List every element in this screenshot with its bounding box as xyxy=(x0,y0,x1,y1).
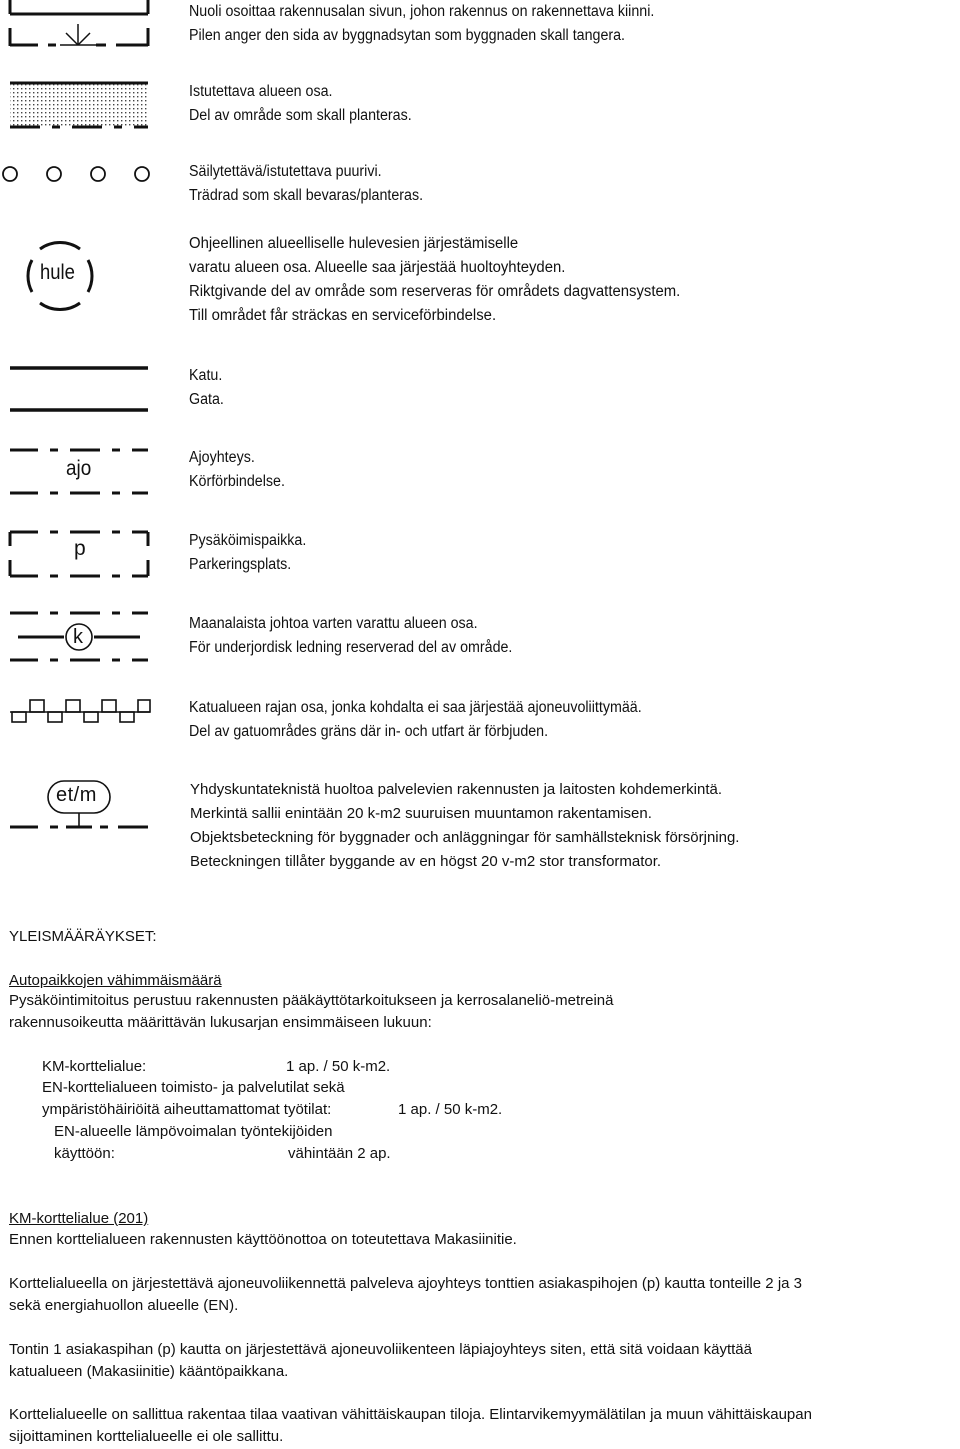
utility-symbol-label: et/m xyxy=(56,784,97,806)
km-title: KM-korttelialue (201) xyxy=(9,1210,149,1227)
parking-row-5-label: käyttöön: xyxy=(54,1145,115,1162)
build-direction-symbol xyxy=(0,0,160,60)
no-access-symbol xyxy=(0,690,160,730)
stormwater-symbol-label: hule xyxy=(40,261,75,284)
parking-row-5-value: vähintään 2 ap. xyxy=(288,1145,391,1162)
driveway-desc: Ajoyhteys. Körförbindelse. xyxy=(189,449,285,490)
km-p3-2: katualueen (Makasiinitie) kääntöpaikkana. xyxy=(9,1363,289,1380)
km-p4-2: sijoittaminen korttelialueelle ei ole sallittu. xyxy=(9,1428,284,1445)
tree-row-symbol xyxy=(0,160,160,190)
parking-row-3-value: 1 ap. / 50 k-m2. xyxy=(398,1101,503,1118)
underground-line-desc: Maanalaista johtoa varten varattu alueen osa. För underjordisk ledning reserverad del av område. xyxy=(189,615,513,656)
km-p1: Ennen korttelialueen rakennusten käyttöönottoa on toteutettava Makasiinitie. xyxy=(9,1231,517,1248)
parking-row-2-label: EN-korttelialueen toimisto- ja palvelutilat sekä xyxy=(42,1079,345,1096)
street-symbol xyxy=(0,360,160,420)
driveway-symbol-label: ajo xyxy=(66,457,92,480)
parking-intro-1: Pysäköintimitoitus perustuu rakennusten pääkäyttötarkoitukseen ja kerrosalaneliö-metreinä xyxy=(9,992,614,1009)
no-access-desc: Katualueen rajan osa, jonka kohdalta ei saa järjestää ajoneuvoliittymää. Del av gatuområdes gräns där in- och utfart är förbjuden. xyxy=(189,699,642,740)
street-desc: Katu. Gata. xyxy=(189,367,224,408)
utility-desc: Yhdyskuntateknistä huoltoa palvelevien rakennusten ja laitosten kohdemerkintä. Merkintä sallii enintään 20 k-m2 suuruisen muuntamon rakentamisen. Objektsbeteckning för byggnader och anläggningar för samhällsteknisk försörjning. Beteckningen tillåter byggande av en högst 20 v-m2 stor transformator. xyxy=(190,781,740,870)
parking-row-1-value: 1 ap. / 50 k-m2. xyxy=(286,1058,391,1075)
parking-intro-2: rakennusoikeutta määrittävän lukusarjan ensimmäiseen lukuun: xyxy=(9,1014,432,1031)
planting-area-symbol xyxy=(0,75,160,135)
planting-area-desc: Istutettava alueen osa. Del av område som skall planteras. xyxy=(189,83,412,124)
parking-symbol-label: p xyxy=(74,537,86,560)
stormwater-desc: Ohjeellinen alueelliselle hulevesien järjestämiselle varatu alueen osa. Alueelle saa järjestää huoltoyhteyden. Riktgivande del av område som reserveras för områdets dagvattensystem. Till området får sträckas en serviceförbindelse. xyxy=(189,235,681,324)
parking-row-3-label: ympäristöhäiriöitä aiheuttamattomat työtilat: xyxy=(42,1101,332,1118)
build-direction-desc: Nuoli osoittaa rakennusalan sivun, johon rakennus on rakennettava kiinni. Pilen anger den sida av byggnadsytan som byggnaden skall tangera. xyxy=(189,3,655,44)
parking-row-4-label: EN-alueelle lämpövoimalan työntekijöiden xyxy=(54,1123,333,1140)
km-p2-2: sekä energiahuollon alueelle (EN). xyxy=(9,1297,239,1314)
parking-title: Autopaikkojen vähimmäismäärä xyxy=(9,972,222,989)
parking-row-1-label: KM-korttelialue: xyxy=(42,1058,147,1075)
km-p3-1: Tontin 1 asiakaspihan (p) kautta on järjestettävä ajoneuvoliikenteen läpiajoyhteys siten, että sitä voidaan käyttää xyxy=(9,1341,752,1358)
km-p4-1: Korttelialueelle on sallittua rakentaa tilaa vaativan vähittäiskaupan tiloja. Elintarvikemyymälätilan ja muun vähittäiskaupan xyxy=(9,1406,812,1423)
parking-desc: Pysäköimispaikka. Parkeringsplats. xyxy=(189,532,307,573)
km-p2-1: Korttelialueella on järjestettävä ajoneuvoliikennettä palveleva ajoyhteys tonttien asiakaspihojen (p) kautta tonteille 2 ja 3 xyxy=(9,1275,803,1292)
tree-row-desc: Säilytettävä/istutettava puurivi. Trädrad som skall bevaras/planteras. xyxy=(189,163,424,204)
general-heading: YLEISMÄÄRÄYKSET: xyxy=(9,928,157,945)
underground-line-symbol-label: k xyxy=(73,626,83,648)
